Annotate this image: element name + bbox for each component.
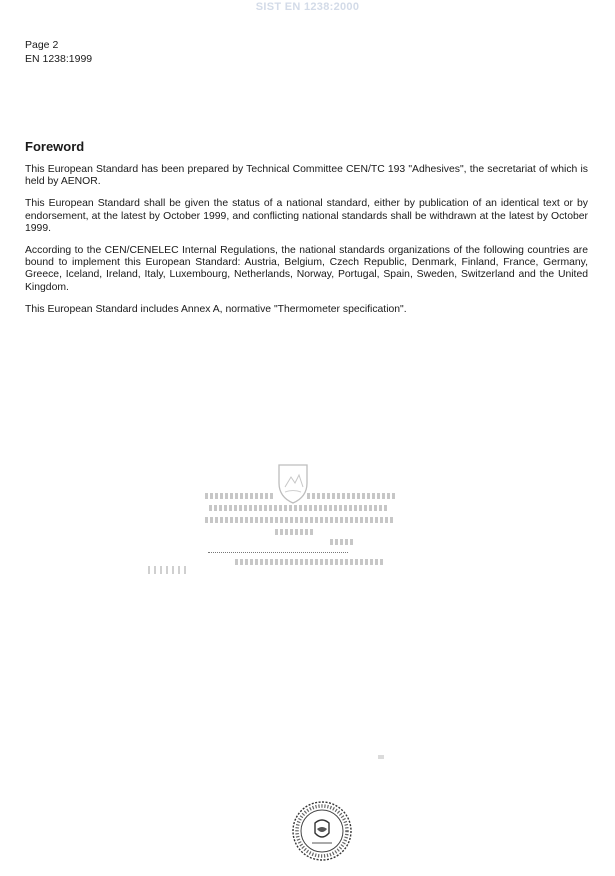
page-number: Page 2 [25,39,59,51]
paragraph-secretariat: This European Standard has been prepared by Technical Committee CEN/TC 193 "Adhesives", the secretariat of which is held by AENOR. [25,164,588,188]
document-number: EN 1238:1999 [25,53,93,65]
faded-stamp-icon [195,455,405,575]
round-seal-icon [290,799,354,863]
page-header [25,38,92,66]
paragraph-annex: This European Standard includes Annex A, normative "Thermometer specification". [25,303,407,315]
paragraph-countries: According to the CEN/CENELEC Internal Regulations, the national standards organizations of the following countries are bound to implement this European Standard: Austria, Belgium, Czech Republic, Denmark, Finland, France, Germany, Greece, Iceland, Ireland, Italy, Luxembourg, Netherlands, Norway, Portugal, Spain, Sweden, Switzerland and the United Kingdom. [25,245,588,293]
foreword-title: Foreword [25,139,85,154]
watermark: SIST EN 1238:2000 [255,1,360,13]
paragraph-status: This European Standard shall be given the status of a national standard, either by publication of an identical text or by endorsement, at the latest by October 1999, and conflicting national standards shall be withdrawn at the latest by October 1999. [25,198,588,234]
signature-line [208,552,348,553]
foreword-body [25,164,588,326]
ink-speck-icon [378,755,384,759]
ink-speck-icon [148,566,186,574]
